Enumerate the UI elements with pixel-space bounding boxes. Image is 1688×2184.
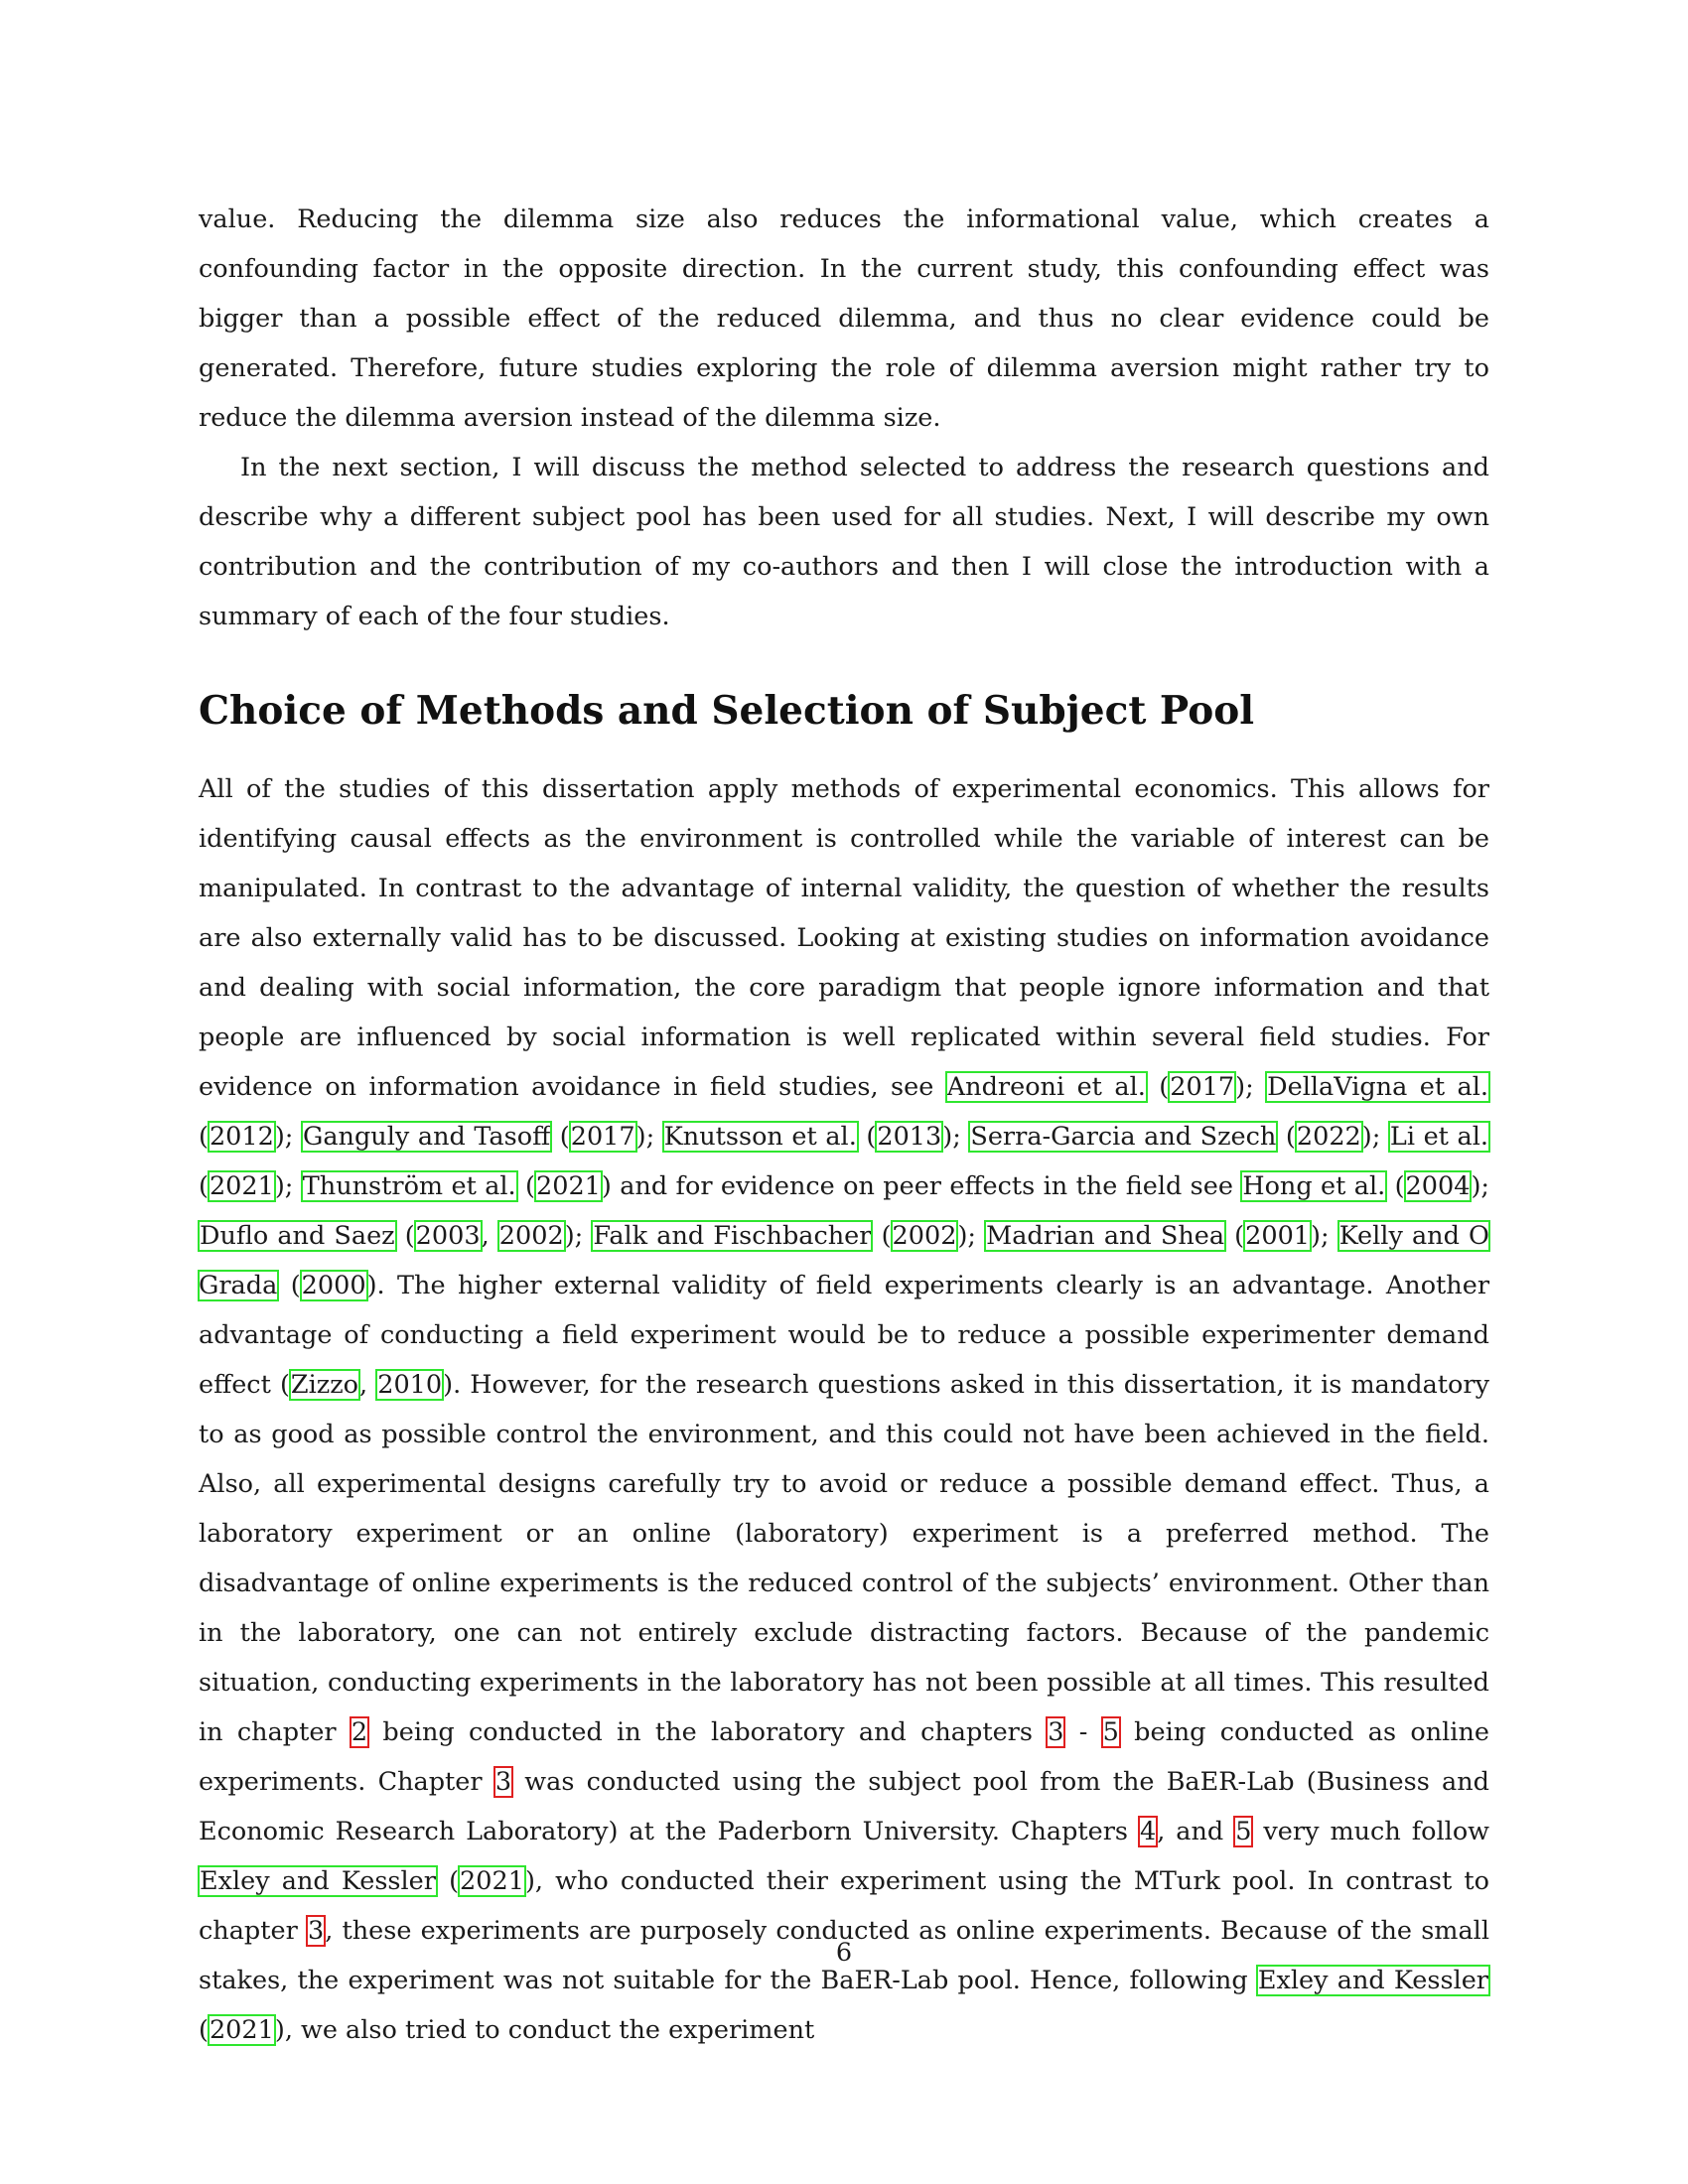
citation-link[interactable]: Knutsson et al. [663, 1122, 857, 1152]
citation-year-link[interactable]: 2021 [460, 1866, 524, 1896]
section-heading: Choice of Methods and Selection of Subject Pool [199, 688, 1255, 734]
text-run: , and [1157, 1817, 1235, 1846]
citation-year-link[interactable]: 2002 [498, 1221, 564, 1251]
chapter-ref-link[interactable]: 3 [1048, 1717, 1064, 1747]
citation-link[interactable]: Serra-Garcia and Szech [970, 1122, 1277, 1152]
citation-link[interactable]: Hong et al. [1242, 1171, 1386, 1201]
citation-link[interactable]: Ganguly and Tasoff [302, 1122, 551, 1152]
page-number: 6 [835, 1938, 853, 1968]
citation-year-link[interactable]: 2022 [1296, 1122, 1361, 1152]
citation-link[interactable]: Madrian and Shea [986, 1221, 1225, 1251]
citation-year-link[interactable]: 2013 [877, 1122, 942, 1152]
citation-year-link[interactable]: 2000 [301, 1271, 366, 1300]
chapter-ref-link[interactable]: 5 [1102, 1717, 1119, 1747]
citation-year-link[interactable]: 2001 [1245, 1221, 1311, 1251]
citation-link[interactable]: Exley and Kessler [200, 1866, 436, 1896]
paragraph-2: In the next section, I will discuss the method selected to address the research questions and describe why a different subject pool has been used for all studies. Next, I will describe my own contribution and the contribution of my co-authors and then I will close the introduction with a summary of each of the four studies. [199, 453, 1489, 631]
citation-link[interactable]: Zizzo [290, 1370, 358, 1400]
text-run: being conducted in the laboratory and chapters [368, 1717, 1048, 1747]
citation-year-link[interactable]: 2017 [570, 1122, 635, 1152]
citation-year-link[interactable]: 2012 [209, 1122, 274, 1152]
text-run: , we also tried to conduct the experiment [284, 2015, 815, 2045]
text-run: , who conducted their experiment using the MTurk pool. In contrast to chapter [199, 1866, 1489, 1946]
citation-year-link[interactable]: 2021 [536, 1171, 601, 1201]
chapter-ref-link[interactable]: 2 [351, 1717, 368, 1747]
citation-link[interactable]: Exley and Kessler [1257, 1966, 1489, 1995]
text-run: ). However, for the research questions asked in this dissertation, it is mandatory to as good as possible control the environment, and this could not have been achieved in the field. Also, all experimental designs carefully try to avoid or reduce a possible demand effect. Thus, a laboratory experiment or an online (laboratory) experiment is a preferred method. The disadvantage of online experiments is the reduced control of the subjects’ environment. Other than in the laboratory, one can not entirely exclude distracting factors. Because of the pandemic situation, conducting experiments in the laboratory has not been possible at all times. This resulted in chapter [199, 1370, 1489, 1747]
citation-link[interactable]: Duflo and Saez [200, 1221, 395, 1251]
citation-link[interactable]: DellaVigna et al. [1267, 1072, 1489, 1102]
text-run: and for evidence on peer effects in the field see [611, 1171, 1242, 1201]
citation-link[interactable]: Kelly and O Grada [199, 1221, 1489, 1300]
paragraph-3: All of the studies of this dissertation apply methods of experimental economics. This allows for identifying causal effects as the environment is controlled while the variable of interest can be manipulated. In contrast to the advantage of internal validity, the question of whether the results are also externally valid has to be discussed. Looking at existing studies on information avoidance and dealing with social information, the core paradigm that people ignore information and that people are influenced by social information is well replicated within several field studies. For evidence on information avoidance in field studies, see Andreoni et al. (2017); DellaVigna et al. (2012); Ganguly and Tasoff (2017); Knutsson et al. (2013); Serra-Garcia and Szech (2022); Li et al. (2021); Thunström et al. (2021) and for evidence on peer effects in the field see Hong et al. (2004); Duflo and Saez (2003, 2002); Falk and Fischbacher (2002); Madrian and Shea (2001); Kelly and O Grada (2000). The higher external validity of field experiments clearly is an advantage. Another advantage of conducting a field experiment would be to reduce a possible experimenter demand effect (Zizzo, 2010). However, for the research questions asked in this dissertation, it is mandatory to as good as possible control the environment, and this could not have been achieved in the field. Also, all experimental designs carefully try to avoid or reduce a possible demand effect. Thus, a laboratory experiment or an online (laboratory) experiment is a preferred method. The disadvantage of online experiments is the reduced control of the subjects’ environment. Other than in the laboratory, one can not entirely exclude distracting factors. Because of the pandemic situation, conducting experiments in the laboratory has not been possible at all times. This resulted in chapter 2 being conducted in the laboratory and chapters 3 - 5 being conducted as online experiments. Chapter 3 was conducted using the subject pool from the BaER-Lab (Business and Economic Research Laboratory) at the Paderborn University. Chapters 4, and 5 very much follow Exley and Kessler (2021), who conducted their experiment using the MTurk pool. In contrast to chapter 3, these experiments are purposely conducted as online experiments. Because of the small stakes, the experiment was not suitable for the BaER-Lab pool. Hence, following Exley and Kessler (2021), we also tried to conduct the experiment [199, 774, 1490, 2045]
text-run: being conducted as online experiments. Chapter [199, 1717, 1489, 1797]
chapter-ref-link[interactable]: 5 [1235, 1817, 1252, 1846]
paragraph-1: value. Reducing the dilemma size also reduces the informational value, which creates a confounding factor in the opposite direction. In the current study, this confounding effect was bigger than a possible effect of the reduced dilemma, and thus no clear evidence could be generated. Therefore, future studies exploring the role of dilemma aversion might rather try to reduce the dilemma aversion instead of the dilemma size. [199, 205, 1489, 433]
citation-year-link[interactable]: 2004 [1405, 1171, 1471, 1201]
text-run: - [1064, 1717, 1102, 1747]
text-run: . The higher external validity of field experiments clearly is an advantage. Another advantage of conducting a field experiment would be to reduce a possible experimenter demand effect ( [199, 1271, 1490, 1400]
chapter-ref-link[interactable]: 3 [494, 1767, 512, 1797]
citation-link[interactable]: Li et al. [1389, 1122, 1488, 1152]
citation-year-link[interactable]: 2017 [1170, 1072, 1235, 1102]
citation-year-link[interactable]: 2002 [892, 1221, 957, 1251]
chapter-ref-link[interactable]: 4 [1139, 1817, 1157, 1846]
text-run: was conducted using the subject pool from the BaER-Lab (Business and Economic Research Laboratory) at the Paderborn University. Chapters [199, 1767, 1489, 1846]
text-run: very much follow [1252, 1817, 1489, 1846]
citation-year-link[interactable]: 2003 [415, 1221, 481, 1251]
text-run: All of the studies of this dissertation apply methods of experimental economics. This allows for identifying causal effects as the environment is controlled while the variable of interest can be manipulated. In contrast to the advantage of internal validity, the question of whether the results are also externally valid has to be discussed. Looking at existing studies on information avoidance and dealing with social information, the core paradigm that people ignore information and that people are influenced by social information is well replicated within several field studies. For evidence on information avoidance in field studies, see [199, 774, 1489, 1102]
page-body [199, 195, 1489, 2055]
citation-link[interactable]: Falk and Fischbacher [593, 1221, 872, 1251]
citation-year-link[interactable]: 2021 [209, 1171, 274, 1201]
citation-link[interactable]: Thunström et al. [302, 1171, 516, 1201]
citation-year-link[interactable]: 2021 [209, 2015, 274, 2045]
text-run: , these experiments are purposely conducted as online experiments. Because of the small stakes, the experiment was not suitable for the BaER-Lab pool. Hence, following [199, 1916, 1489, 1995]
citation-year-link[interactable]: 2010 [377, 1370, 443, 1400]
citation-link[interactable]: Andreoni et al. [946, 1072, 1146, 1102]
chapter-ref-link[interactable]: 3 [307, 1916, 325, 1946]
